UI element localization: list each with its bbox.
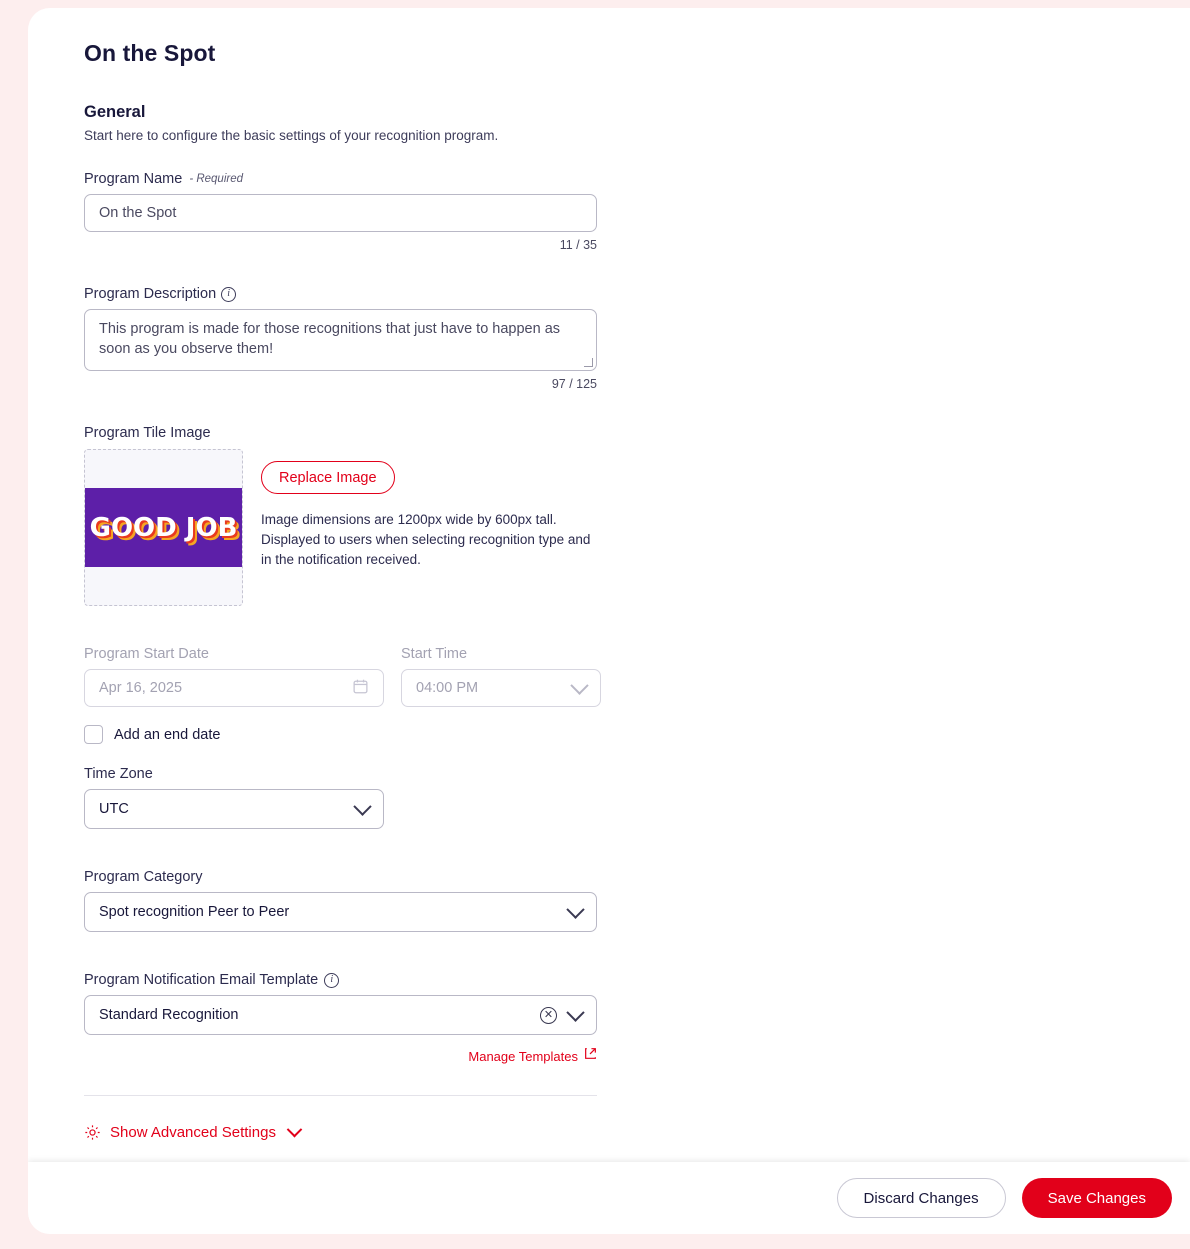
program-name-required-tag: - Required	[189, 173, 244, 185]
external-link-icon[interactable]	[584, 1047, 597, 1065]
program-category-field	[84, 869, 704, 932]
manage-templates-link[interactable]: Manage Templates	[468, 1048, 578, 1064]
info-icon[interactable]: i	[324, 973, 339, 988]
calendar-icon[interactable]	[352, 678, 369, 699]
program-description-label: Program Description	[84, 286, 217, 302]
program-description-field	[84, 286, 704, 391]
program-tile-image-field	[84, 425, 704, 606]
section-heading-general: General	[84, 103, 146, 121]
gear-icon	[84, 1124, 101, 1141]
program-start-date-field	[84, 646, 384, 707]
program-name-label-row	[84, 171, 704, 187]
tile-image-dropzone[interactable]	[84, 449, 243, 606]
tile-image-side	[261, 449, 601, 606]
settings-card	[28, 8, 1190, 1234]
time-zone-label: Time Zone	[84, 766, 153, 782]
tile-image-description: Image dimensions are 1200px wide by 600px tall. Displayed to users when selecting recognition type and in the notification received.	[261, 512, 591, 567]
email-template-select[interactable]	[84, 995, 597, 1035]
section-subheading-general: Start here to configure the basic settings of your recognition program.	[84, 128, 499, 143]
chevron-down-icon[interactable]	[353, 797, 371, 815]
start-time-field	[401, 646, 601, 707]
add-end-date-checkbox[interactable]	[84, 725, 103, 744]
email-template-label: Program Notification Email Template	[84, 972, 319, 988]
clear-icon[interactable]: ✕	[540, 1007, 557, 1024]
add-end-date-label: Add an end date	[114, 726, 221, 743]
add-end-date-row[interactable]	[84, 725, 704, 744]
replace-image-button[interactable]: Replace Image	[261, 461, 395, 494]
tile-image-text: GOOD JOB	[89, 512, 238, 543]
program-start-date-input[interactable]	[84, 669, 384, 707]
program-description-label-row	[84, 286, 704, 302]
program-category-value: Spot recognition Peer to Peer	[99, 904, 290, 920]
program-category-select[interactable]	[84, 892, 597, 932]
chevron-down-icon[interactable]	[566, 1003, 584, 1021]
chevron-down-icon[interactable]	[570, 676, 588, 694]
program-name-input[interactable]: On the Spot	[84, 194, 597, 232]
section-divider	[84, 1095, 597, 1096]
program-start-date-label: Program Start Date	[84, 646, 209, 662]
program-description-counter: 97 / 125	[551, 377, 597, 391]
date-row	[84, 646, 704, 707]
email-template-icons	[540, 1007, 582, 1024]
page-title: On the Spot	[84, 40, 216, 66]
start-time-value: 04:00 PM	[416, 680, 479, 696]
action-footer	[28, 1162, 1190, 1234]
time-zone-value: UTC	[99, 801, 129, 817]
show-advanced-settings-toggle[interactable]	[84, 1124, 704, 1141]
email-template-value: Standard Recognition	[99, 1007, 239, 1023]
show-advanced-settings-label: Show Advanced Settings	[110, 1124, 276, 1141]
program-name-label: Program Name	[84, 171, 183, 187]
program-tile-image-label: Program Tile Image	[84, 425, 211, 441]
program-name-field	[84, 171, 704, 252]
email-template-label-row	[84, 972, 704, 988]
time-zone-select[interactable]	[84, 789, 384, 829]
start-time-select[interactable]	[401, 669, 601, 707]
chevron-down-icon[interactable]	[287, 1122, 303, 1138]
form-content	[84, 40, 704, 1141]
discard-changes-button[interactable]: Discard Changes	[837, 1178, 1006, 1218]
program-description-input[interactable]: This program is made for those recognitions that just have to happen as soon as you observe them!	[84, 309, 597, 371]
save-changes-button[interactable]: Save Changes	[1022, 1178, 1172, 1218]
info-icon[interactable]: i	[221, 287, 236, 302]
chevron-down-icon[interactable]	[566, 900, 584, 918]
email-template-field	[84, 972, 704, 1065]
start-time-label: Start Time	[401, 646, 468, 662]
tile-image-preview	[85, 488, 242, 567]
program-start-date-value: Apr 16, 2025	[99, 680, 183, 696]
time-zone-field	[84, 766, 704, 829]
program-tile-image-label-row	[84, 425, 704, 441]
tile-image-row	[84, 449, 704, 606]
manage-templates-row[interactable]	[84, 1047, 597, 1065]
program-category-label: Program Category	[84, 869, 203, 885]
program-name-counter: 11 / 35	[559, 238, 597, 252]
